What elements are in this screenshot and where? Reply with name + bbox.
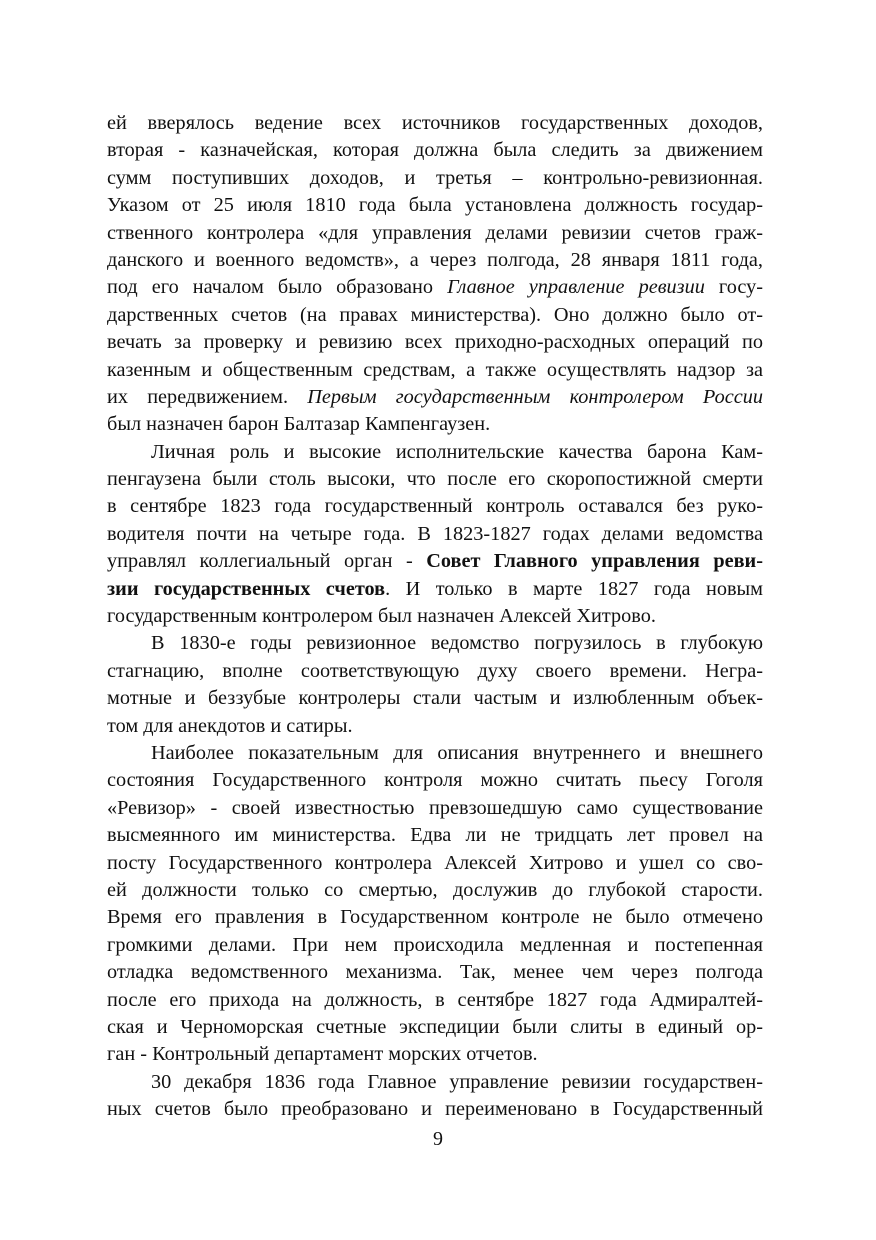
- text-line: [107, 357, 763, 384]
- text-line: [107, 329, 763, 356]
- text-line: [107, 1014, 763, 1041]
- text-line: [107, 220, 763, 247]
- text-line: [107, 630, 763, 657]
- text-run: в сентябре 1823 года государственный контроль оставался без руко-: [107, 495, 763, 518]
- text-run: 30 декабря 1836 года Главное управление ревизии государствен-: [151, 1070, 763, 1093]
- text-run: мотные и беззубые контролеры стали частым и излюбленным объек-: [107, 687, 763, 710]
- text-run: Совет Главного управления реви-: [426, 550, 763, 573]
- text-line: [107, 411, 763, 438]
- text-run: их передвижением.: [107, 385, 308, 408]
- text-run: «Ревизор» - своей известностью превзошедшую само существование: [107, 796, 763, 819]
- text-run: ственного контролера «для управления делами ревизии счетов граж-: [107, 221, 763, 244]
- paragraph-1: [107, 110, 763, 439]
- text-run: . И только в марте 1827 года новым: [385, 577, 763, 600]
- text-run: дарственных счетов (на правах министерства). Оно должно было от-: [107, 303, 763, 326]
- text-line: [107, 439, 763, 466]
- text-line: [107, 959, 763, 986]
- text-run: пенгаузена были столь высоки, что после его скоропостижной смерти: [107, 468, 763, 491]
- text-run: В 1830-е годы ревизионное ведомство погрузилось в глубокую: [151, 632, 763, 655]
- text-line: [107, 987, 763, 1014]
- text-run: ей должности только со смертью, дослужив до глубокой старости.: [107, 878, 763, 901]
- text-line: [107, 1041, 763, 1068]
- text-run: зии государственных счетов: [107, 577, 386, 600]
- text-line: [107, 685, 763, 712]
- body-text: [107, 110, 763, 1123]
- text-line: [107, 795, 763, 822]
- text-run: Личная роль и высокие исполнительские качества барона Кам-: [151, 440, 763, 463]
- text-line: [107, 110, 763, 137]
- text-run: госу-: [704, 276, 763, 299]
- text-line: [107, 740, 763, 767]
- text-line: [107, 850, 763, 877]
- text-line: [107, 493, 763, 520]
- text-line: [107, 274, 763, 301]
- text-line: [107, 192, 763, 219]
- text-line: [107, 877, 763, 904]
- text-line: [107, 521, 763, 548]
- text-run: стагнацию, вполне соответствующую духу своего времени. Негра-: [107, 659, 763, 682]
- text-line: [107, 932, 763, 959]
- text-line: [107, 247, 763, 274]
- text-run: под его началом было образовано: [107, 276, 448, 299]
- text-run: отладка ведомственного механизма. Так, менее чем через полгода: [107, 961, 763, 984]
- text-run: Указом от 25 июля 1810 года была установлена должность государ-: [107, 194, 763, 217]
- text-run: казенным и общественным средствам, а также осуществлять надзор за: [107, 358, 763, 381]
- text-run: ская и Черноморская счетные экспедиции были слиты в единый ор-: [107, 1015, 763, 1038]
- text-run: вечать за проверку и ревизию всех приходно-расходных операций по: [107, 331, 763, 354]
- text-run: Первым государственным контролером России: [307, 385, 764, 408]
- text-run: Главное управление ревизии: [447, 276, 705, 299]
- text-run: после его прихода на должность, в сентябре 1827 года Адмиралтей-: [107, 988, 763, 1011]
- text-run: Время его правления в Государственном контроле не было отмечено: [107, 906, 763, 929]
- text-run: том для анекдотов и сатиры.: [107, 714, 353, 737]
- text-line: [107, 576, 763, 603]
- text-line: [107, 603, 763, 630]
- text-run: состояния Государственного контроля можно считать пьесу Гоголя: [107, 769, 763, 792]
- text-run: управлял коллегиальный орган -: [107, 550, 427, 573]
- text-line: [107, 904, 763, 931]
- text-run: данского и военного ведомств», а через полгода, 28 января 1811 года,: [107, 248, 763, 271]
- text-run: государственным контролером был назначен Алексей Хитрово.: [107, 605, 656, 628]
- text-line: [107, 767, 763, 794]
- text-line: [107, 822, 763, 849]
- text-run: Наиболее показательным для описания внутреннего и внешнего: [151, 741, 763, 764]
- text-run: был назначен барон Балтазар Кампенгаузен.: [107, 413, 491, 436]
- text-line: [107, 165, 763, 192]
- text-line: [107, 713, 763, 740]
- text-run: ных счетов было преобразовано и переименовано в Государственный: [107, 1098, 763, 1121]
- text-line: [107, 548, 763, 575]
- text-run: ей вверялось ведение всех источников государственных доходов,: [107, 112, 763, 134]
- text-run: громкими делами. При нем происходила медленная и постепенная: [107, 933, 763, 956]
- text-line: [107, 466, 763, 493]
- text-run: водителя почти на четыре года. В 1823-1827 годах делами ведомства: [107, 522, 763, 545]
- text-run: вторая - казначейская, которая должна была следить за движением: [107, 139, 763, 162]
- text-line: [107, 137, 763, 164]
- text-run: высмеянного им министерства. Едва ли не тридцать лет провел на: [107, 824, 763, 847]
- text-line: [107, 302, 763, 329]
- paragraph-3: [107, 630, 763, 740]
- paragraph-2: [107, 439, 763, 631]
- text-run: посту Государственного контролера Алексей Хитрово и ушел со сво-: [107, 851, 763, 874]
- text-line: [107, 658, 763, 685]
- text-run: ган - Контрольный департамент морских отчетов.: [107, 1043, 538, 1066]
- text-line: [107, 1069, 763, 1096]
- paragraph-5: [107, 1069, 763, 1124]
- text-line: [107, 1096, 763, 1123]
- paragraph-4: [107, 740, 763, 1069]
- page-number: 9: [433, 1128, 443, 1150]
- text-run: сумм поступивших доходов, и третья – контрольно-ревизионная.: [107, 166, 763, 189]
- text-line: [107, 384, 763, 411]
